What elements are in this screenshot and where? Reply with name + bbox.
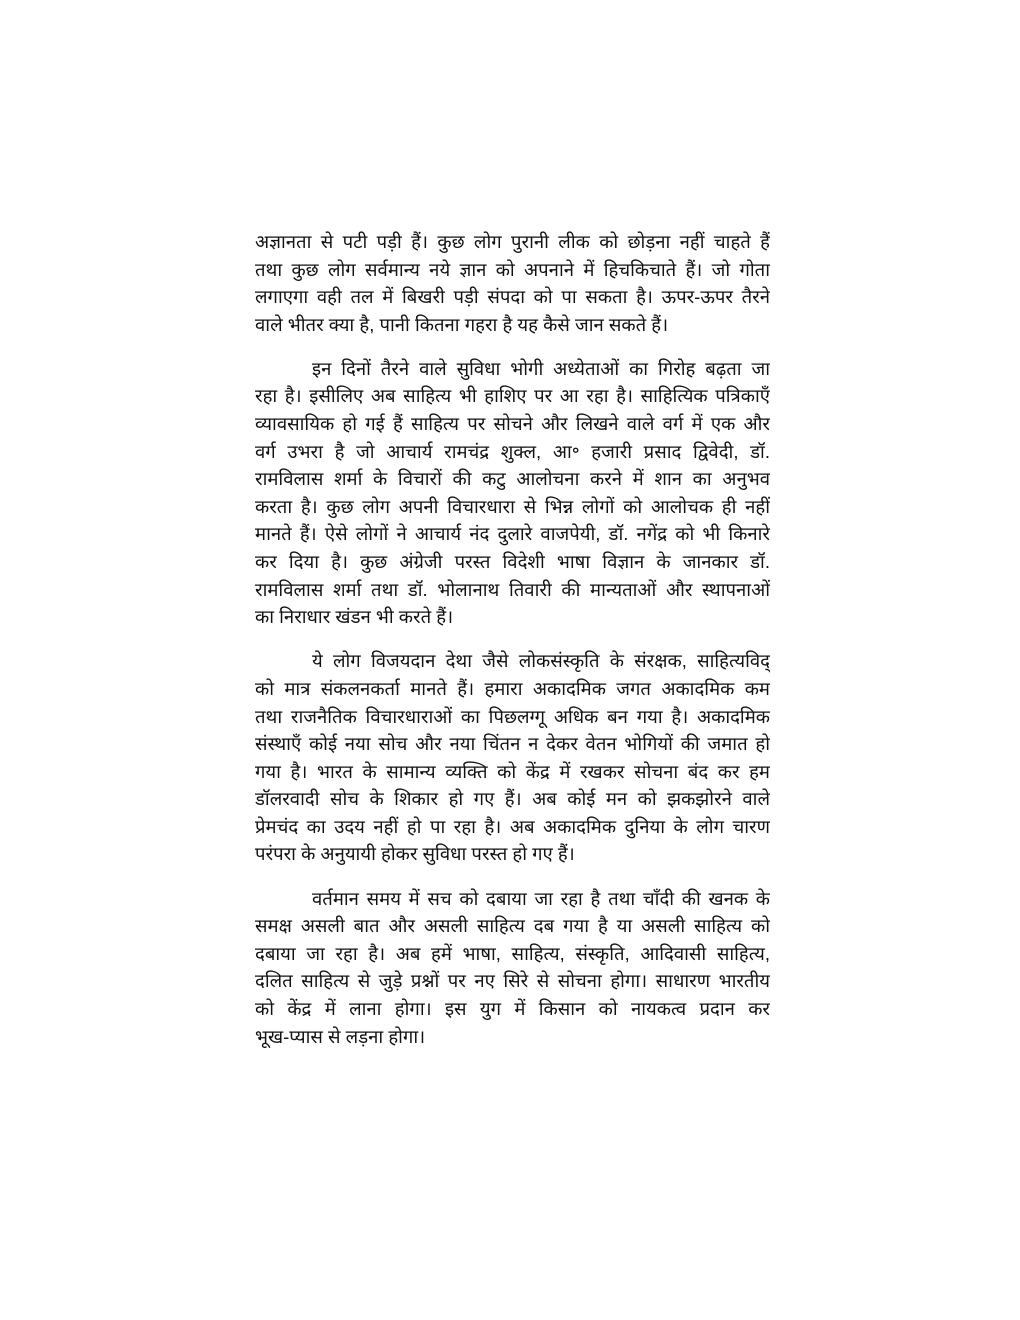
- text-line: गया है। भारत के सामान्य व्यक्ति को केंद्र में रखकर सोचना बंद कर हम: [255, 760, 770, 782]
- text-line: दलित साहित्य से जुड़े प्रश्नों पर नए सिरे से सोचना होगा। साधारण भारतीय: [255, 970, 770, 992]
- text-line: मानते हैं। ऐसे लोगों ने आचार्य नंद दुलारे वाजपेयी, डॉ. नगेंद्र को भी किनारे: [255, 523, 770, 545]
- text-line: को मात्र संकलनकर्ता मानते हैं। हमारा अकादमिक जगत अकादमिक कम: [255, 677, 770, 699]
- text-line: रामविलास शर्मा तथा डॉ. भोलानाथ तिवारी की मान्यताओं और स्थापनाओं: [255, 578, 770, 600]
- document-page: [255, 228, 770, 1067]
- paragraph: [255, 355, 770, 631]
- text-line: प्रेमचंद का उदय नहीं हो पा रहा है। अब अकादमिक दुनिया के लोग चारण: [255, 815, 770, 837]
- text-line: करता है। कुछ लोग अपनी विचारधारा से भिन्न लोगों को आलोचक ही नहीं: [255, 495, 770, 517]
- text-line: तथा कुछ लोग सर्वमान्य नये ज्ञान को अपनाने में हिचकिचाते हैं। जो गोता: [255, 258, 770, 280]
- text-line: समक्ष असली बात और असली साहित्य दब गया है या असली साहित्य को: [255, 915, 770, 937]
- text-line: वाले भीतर क्या है, पानी कितना गहरा है यह कैसे जान सकते हैं।: [255, 313, 669, 335]
- text-line: को केंद्र में लाना होगा। इस युग में किसान को नायकत्व प्रदान कर: [255, 997, 770, 1019]
- paragraph: [255, 885, 770, 1051]
- text-line: रहा है। इसीलिए अब साहित्य भी हाशिए पर आ रहा है। साहित्यिक पत्रिकाएँ: [255, 385, 770, 407]
- paragraph: [255, 647, 770, 868]
- paragraph: [255, 228, 770, 338]
- text-line: इन दिनों तैरने वाले सुविधा भोगी अध्येताओं का गिरोह बढ़ता जा: [312, 357, 770, 379]
- text-line: भूख-प्यास से लड़ना होगा।: [255, 1025, 426, 1047]
- text-line: डॉलरवादी सोच के शिकार हो गए हैं। अब कोई मन को झकझोरने वाले: [255, 788, 770, 810]
- text-line: संस्थाएँ कोई नया सोच और नया चिंतन न देकर वेतन भोगियों की जमात हो: [255, 733, 770, 755]
- text-line: व्यावसायिक हो गई हैं साहित्य पर सोचने और लिखने वाले वर्ग में एक और: [255, 413, 770, 435]
- text-line: तथा राजनैतिक विचारधाराओं का पिछलग्गू अधिक बन गया है। अकादमिक: [255, 705, 770, 727]
- text-line: वर्तमान समय में सच को दबाया जा रहा है तथा चाँदी की खनक के: [312, 887, 770, 909]
- text-line: अज्ञानता से पटी पड़ी हैं। कुछ लोग पुरानी लीक को छोड़ना नहीं चाहते हैं: [255, 231, 770, 252]
- text-line: रामविलास शर्मा के विचारों की कटु आलोचना करने में शान का अनुभव: [255, 468, 770, 490]
- text-line: दबाया जा रहा है। अब हमें भाषा, साहित्य, संस्कृति, आदिवासी साहित्य,: [255, 942, 770, 964]
- text-line: कर दिया है। कुछ अंग्रेजी परस्त विदेशी भाषा विज्ञान के जानकार डॉ.: [255, 551, 770, 573]
- text-line: लगाएगा वही तल में बिखरी पड़ी संपदा को पा सकता है। ऊपर-ऊपर तैरने: [255, 286, 770, 308]
- text-line: परंपरा के अनुयायी होकर सुविधा परस्त हो गए हैं।: [255, 843, 575, 865]
- text-line: का निराधार खंडन भी करते हैं।: [255, 606, 454, 628]
- text-line: ये लोग विजयदान देथा जैसे लोकसंस्कृति के संरक्षक, साहित्यविद्: [312, 650, 770, 672]
- text-line: वर्ग उभरा है जो आचार्य रामचंद्र शुक्ल, आ॰ हजारी प्रसाद द्विवेदी, डॉ.: [255, 440, 770, 462]
